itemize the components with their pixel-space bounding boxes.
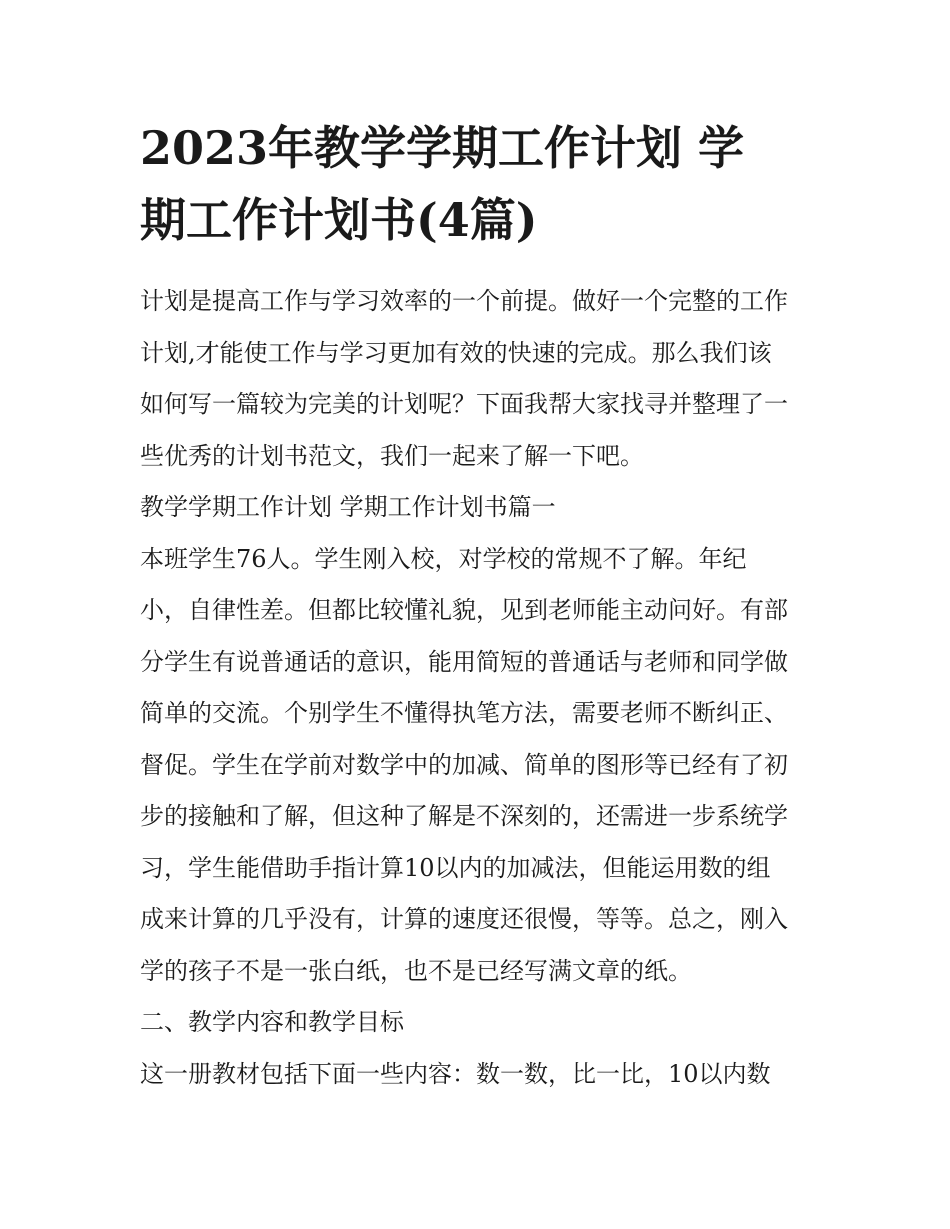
body-line: 本班学生76人。学生刚入校，对学校的常规不了解。年纪 — [140, 544, 747, 573]
title-line-2: 期工作计划书(4篇) — [140, 193, 538, 247]
body-line: 计划是提高工作与学习效率的一个前提。做好一个完整的工作 — [140, 287, 788, 315]
title-line-1: 2023年教学学期工作计划 学 — [140, 121, 745, 175]
body-line: 步的接触和了解，但这种了解是不深刻的，还需进一步系统学 — [140, 802, 788, 830]
document-title — [140, 112, 820, 256]
body-line: 计划,才能使工作与学习更加有效的快速的完成。那么我们该 — [140, 338, 772, 367]
section-heading: 教学学期工作计划 学期工作计划书篇一 — [140, 493, 556, 521]
body-line: 学的孩子不是一张白纸，也不是已经写满文章的纸。 — [140, 956, 692, 985]
body-line: 习，学生能借助手指计算10以内的加减法，但能运用数的组 — [140, 853, 771, 882]
body-line: 如何写一篇较为完美的计划呢？下面我帮大家找寻并整理了一 — [140, 390, 788, 418]
body-line: 些优秀的计划书范文，我们一起来了解一下吧。 — [140, 441, 644, 470]
body-line: 小，自律性差。但都比较懂礼貌，见到老师能主动问好。有部 — [140, 596, 788, 624]
document-body — [140, 276, 820, 1100]
body-line: 简单的交流。个别学生不懂得执笔方法，需要老师不断纠正、 — [140, 699, 788, 727]
body-line: 这一册教材包括下面一些内容：数一数，比一比，10以内数 — [140, 1059, 771, 1088]
section-heading: 二、教学内容和教学目标 — [140, 1008, 404, 1036]
body-line: 督促。学生在学前对数学中的加减、简单的图形等已经有了初 — [140, 750, 788, 779]
body-line: 分学生有说普通话的意识，能用简短的普通话与老师和同学做 — [140, 647, 788, 676]
body-line: 成来计算的几乎没有，计算的速度还很慢，等等。总之，刚入 — [140, 905, 788, 933]
